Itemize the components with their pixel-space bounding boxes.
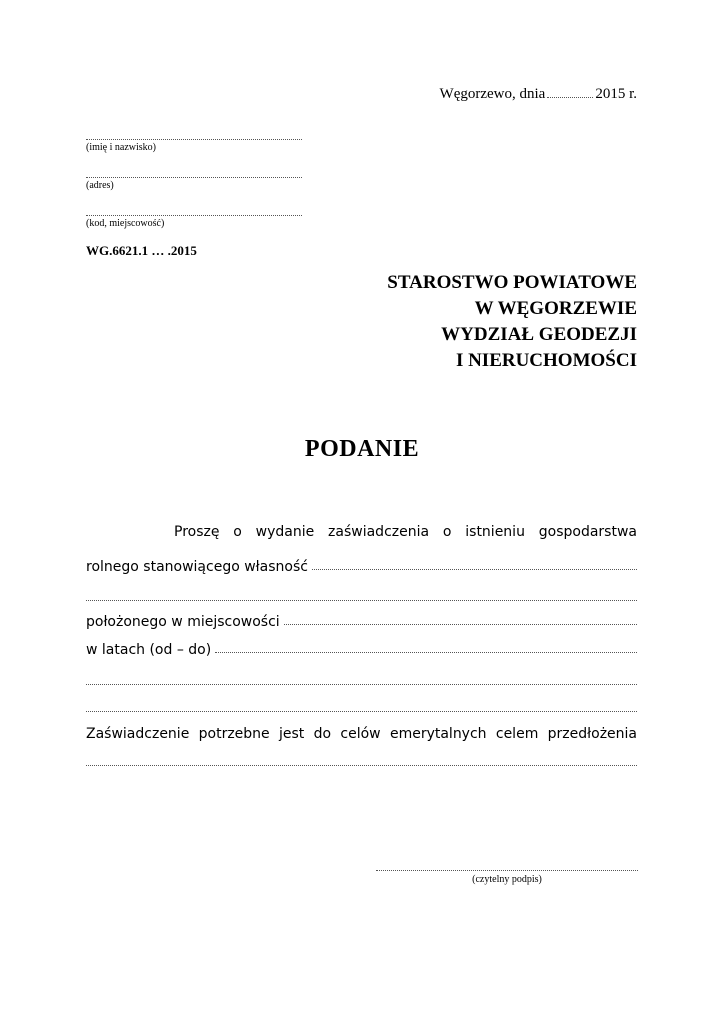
name-field[interactable] xyxy=(86,139,302,140)
location-row xyxy=(86,614,637,630)
location-field[interactable] xyxy=(284,624,637,625)
office-address xyxy=(0,270,637,374)
postal-field[interactable] xyxy=(86,215,302,216)
postal-caption: (kod, miejscowość) xyxy=(86,218,165,229)
extra-line-1[interactable] xyxy=(86,684,637,685)
document-title: PODANIE xyxy=(304,436,420,462)
signature-caption: (czytelny podpis) xyxy=(472,874,542,885)
ownership-label: rolnego stanowiącego własność xyxy=(86,559,308,575)
location-label: położonego w miejscowości xyxy=(86,614,280,630)
signature-field[interactable] xyxy=(376,870,638,871)
address-field[interactable] xyxy=(86,177,302,178)
date-line xyxy=(0,86,637,103)
years-row xyxy=(86,642,637,658)
years-label: w latach (od – do) xyxy=(86,642,212,658)
ownership-field[interactable] xyxy=(312,569,637,570)
reference-number: WG.6621.1 … .2015 xyxy=(86,243,197,258)
years-field[interactable] xyxy=(215,652,637,653)
date-field[interactable] xyxy=(547,87,593,98)
address-caption: (adres) xyxy=(86,180,114,191)
request-text: Proszę o wydanie zaświadczenia o istnieniu gospodarstwa xyxy=(174,524,637,540)
office-line-3: WYDZIAŁ GEODEZJI xyxy=(441,324,637,345)
ownership-row xyxy=(86,559,637,575)
office-line-4: I NIERUCHOMOŚCI xyxy=(455,350,637,371)
office-line-1: STAROSTWO POWIATOWE xyxy=(387,272,637,293)
ownership-field-continued[interactable] xyxy=(86,600,637,601)
request-paragraph xyxy=(86,524,637,540)
extra-line-2[interactable] xyxy=(86,711,637,712)
date-suffix: 2015 r. xyxy=(595,86,637,102)
purpose-text: Zaświadczenie potrzebne jest do celów emerytalnych celem przedłożenia xyxy=(86,726,637,742)
name-caption: (imię i nazwisko) xyxy=(86,142,156,153)
office-line-2: W WĘGORZEWIE xyxy=(474,298,637,319)
purpose-field[interactable] xyxy=(86,765,637,766)
date-prefix: Węgorzewo, dnia xyxy=(439,86,546,102)
